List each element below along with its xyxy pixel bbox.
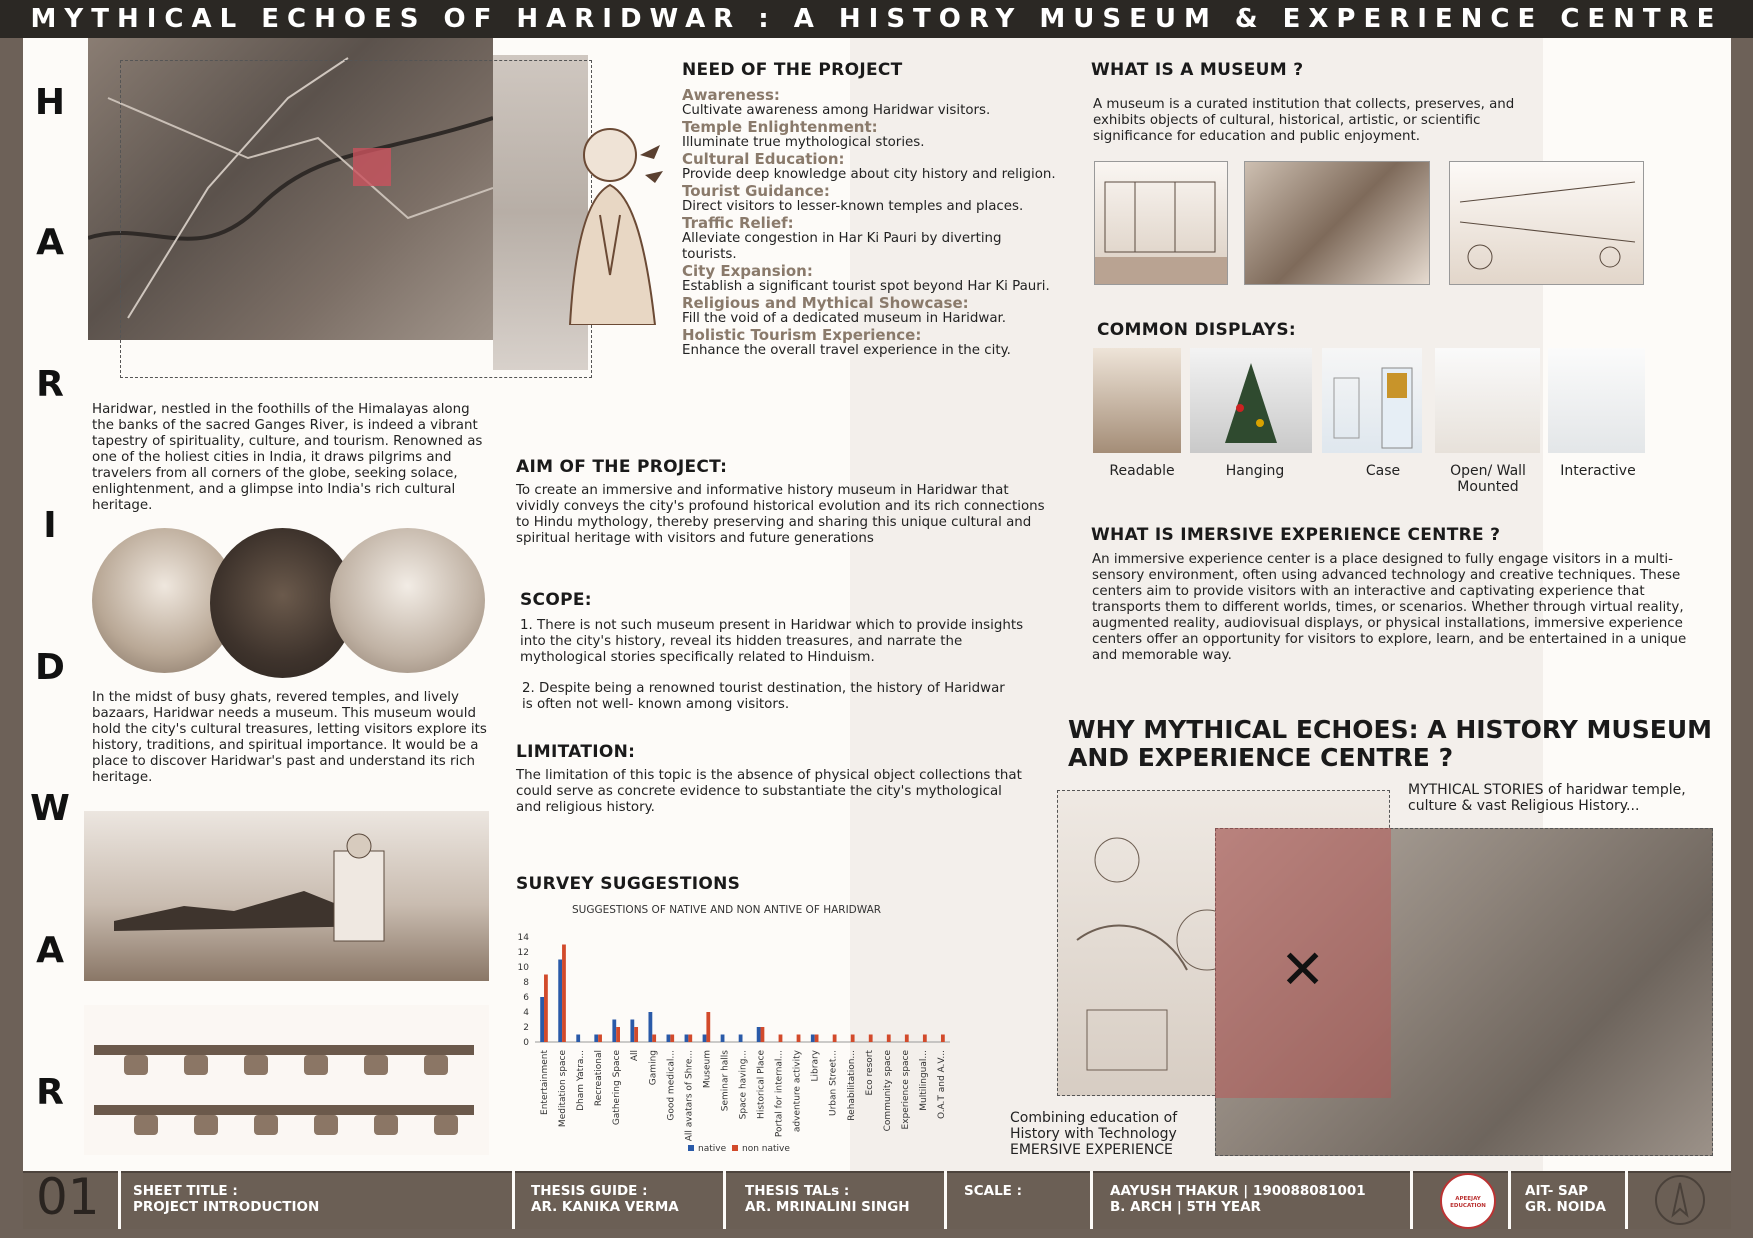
vertical-letter: A — [36, 930, 64, 971]
chart-bar-non-native — [815, 1035, 819, 1043]
display-label-hanging: Hanging — [1225, 463, 1285, 479]
chart-bar-non-native — [652, 1035, 656, 1043]
vertical-letter: I — [43, 505, 57, 546]
need-item-text: Fill the void of a dedicated museum in Haridwar. — [682, 311, 1007, 326]
chart-bar-non-native — [761, 1027, 765, 1042]
museum-sketch-1 — [1094, 161, 1228, 285]
chart-x-tick-label: Dham Yatra... — [576, 1050, 587, 1111]
footer-divider — [1625, 1171, 1628, 1229]
chart-legend-swatch-non-native — [732, 1145, 738, 1151]
sage-illustration — [545, 115, 665, 325]
aim-text: To create an immersive and informative history museum in Haridwar that vividly conveys the city's profound historical evolution and its rich connections to Hindu mythology, thereby preserving and sharing this unique cultural and spiritual heritage with visitors and future generations — [516, 483, 1045, 546]
ghat-sketch-image — [84, 811, 489, 981]
chart-x-tick-label: Portal for internal... — [774, 1050, 785, 1138]
need-item-title: Awareness: — [682, 86, 780, 104]
footer-divider — [1508, 1171, 1511, 1229]
chart-bar-native — [703, 1035, 707, 1043]
chart-bar-native — [630, 1020, 634, 1043]
vertical-letter: R — [36, 1072, 64, 1113]
chart-x-tick-label: Rehabilitation... — [846, 1050, 857, 1121]
bridge-sketch-image — [84, 1005, 489, 1155]
need-item-title: Religious and Mythical Showcase: — [682, 294, 969, 312]
footer-college — [1525, 1171, 1606, 1229]
display-hanging-image — [1190, 348, 1312, 453]
chart-bar-non-native — [616, 1027, 620, 1042]
chart-x-tick-label: Library — [810, 1050, 821, 1082]
chart-bar-native — [648, 1012, 652, 1042]
college-logo-text: APEEJAY EDUCATION — [1450, 1196, 1486, 1209]
chart-bar-non-native — [851, 1035, 855, 1043]
student-name: AAYUSH THAKUR | 190088081001 — [1110, 1183, 1366, 1199]
chart-bar-non-native — [905, 1035, 909, 1043]
need-item-text: Alleviate congestion in Har Ki Pauri by diverting tourists. — [682, 231, 1002, 262]
chart-x-tick-label: O.A.T and A.V... — [936, 1050, 947, 1120]
display-interactive-image — [1548, 348, 1645, 453]
chart-x-tick-label: All — [630, 1050, 641, 1062]
chart-x-tick-label: Historical Place — [756, 1050, 767, 1119]
aim-heading: AIM OF THE PROJECT: — [516, 457, 728, 477]
vertical-letter: R — [36, 364, 64, 405]
chart-bar-non-native — [544, 975, 548, 1043]
limitation-text: The limitation of this topic is the absence of physical object collections that could serve as concrete evidence to substantiate the city's mythological and religious history. — [516, 768, 1022, 815]
cross-icon: ✕ — [1280, 938, 1326, 1001]
limitation-heading: LIMITATION: — [516, 742, 636, 762]
footer-divider — [1090, 1171, 1093, 1229]
chart-bar-non-native — [887, 1035, 891, 1043]
chart-bar-native — [739, 1035, 743, 1043]
college-name: AIT- SAP — [1525, 1183, 1589, 1199]
sheet-number: 01 — [36, 1168, 100, 1226]
footer-divider — [723, 1171, 726, 1229]
need-item-title: Traffic Relief: — [682, 214, 794, 232]
chart-bar-non-native — [688, 1035, 692, 1043]
chart-y-tick-label: 12 — [517, 948, 529, 958]
chart-bar-native — [594, 1035, 598, 1043]
chart-y-tick-label: 10 — [517, 963, 529, 973]
chart-bar-native — [576, 1035, 580, 1043]
sheet-title-value: PROJECT INTRODUCTION — [133, 1199, 320, 1215]
need-list — [682, 87, 1057, 359]
tal-label: THESIS TALs : — [745, 1183, 850, 1199]
scope-heading: SCOPE: — [520, 590, 592, 610]
display-label-readable: Readable — [1109, 463, 1175, 479]
chart-x-tick-label: Urban Street... — [828, 1050, 839, 1117]
immersive-text: An immersive experience center is a place designed to fully engage visitors in a multi-sensory environment, often using advanced technology and creative techniques. These centers aim to provide visitors with an interactive and captivating experience that transports them to different worlds, times, or scenarios. Whether through virtual reality, augmented reality, audiovisual displays, or physical installations, immersive experience centers offer an opportunity for visitors to explore, learn, and be entertained in a unique and memorable way. — [1092, 552, 1687, 663]
museum-sketch-3 — [1449, 161, 1644, 285]
why-heading: WHY MYTHICAL ECHOES: A HISTORY MUSEUM AND EXPERIENCE CENTRE ? — [1068, 715, 1712, 772]
footer-divider — [512, 1171, 515, 1229]
footer-student — [1110, 1171, 1366, 1229]
chart-y-tick-label: 4 — [523, 1008, 529, 1018]
chart-x-tick-label: Museum — [702, 1050, 713, 1089]
intro-paragraph-2: In the midst of busy ghats, revered temples, and lively bazaars, Haridwar needs a museum. This museum would hold the city's cultural treasures, letting visitors explore its history, traditions, and spiritual importance. It would be a place to discover Haridwar's past and understand its rich heritage. — [92, 690, 487, 785]
why-caption-bottom: Combining education of History with Technology EMERSIVE EXPERIENCE — [1010, 1110, 1178, 1158]
chart-bar-native — [721, 1035, 725, 1043]
chart-bar-native — [612, 1020, 616, 1043]
need-item-text: Enhance the overall travel experience in the city. — [682, 343, 1011, 358]
footer-divider — [1410, 1171, 1413, 1229]
display-label-interactive: Interactive — [1560, 463, 1636, 479]
chart-bar-native — [540, 997, 544, 1042]
need-item-title: Holistic Tourism Experience: — [682, 326, 922, 344]
museum-sketch-2 — [1244, 161, 1430, 285]
chart-bar-non-native — [941, 1035, 945, 1043]
footer-divider — [118, 1171, 121, 1229]
chart-legend-label: non native — [742, 1144, 790, 1154]
chart-legend-swatch-native — [688, 1145, 694, 1151]
chart-x-tick-label: Community space — [882, 1050, 893, 1132]
chart-bar-native — [757, 1027, 761, 1042]
need-item-text: Provide deep knowledge about city history and religion. — [682, 167, 1056, 182]
need-item-title: Cultural Education: — [682, 150, 845, 168]
chart-bar-non-native — [869, 1035, 873, 1043]
guide-label: THESIS GUIDE : — [531, 1183, 648, 1199]
need-item-title: Tourist Guidance: — [682, 182, 830, 200]
need-item-text: Direct visitors to lesser-known temples and places. — [682, 199, 1024, 214]
survey-heading: SURVEY SUGGESTIONS — [516, 874, 741, 894]
chart-x-tick-label: Meditation space — [558, 1050, 569, 1128]
tal-value: AR. MRINALINI SINGH — [745, 1199, 910, 1215]
why-caption-top: MYTHICAL STORIES of haridwar temple, culture & vast Religious History... — [1408, 782, 1686, 814]
need-item-text: Illuminate true mythological stories. — [682, 135, 925, 150]
chart-bar-non-native — [923, 1035, 927, 1043]
chart-y-tick-label: 6 — [523, 993, 529, 1003]
chart-x-tick-label: Seminar halls — [720, 1050, 731, 1112]
chart-x-tick-label: Space having... — [738, 1050, 749, 1120]
immersive-heading: WHAT IS IMERSIVE EXPERIENCE CENTRE ? — [1091, 525, 1501, 545]
chart-x-tick-label: Eco resort — [864, 1050, 875, 1096]
student-course: B. ARCH | 5TH YEAR — [1110, 1199, 1261, 1215]
museum-text: A museum is a curated institution that collects, preserves, and exhibits objects of cultural, historical, artistic, or scientific significance for education and public enjoyment. — [1093, 97, 1515, 144]
chart-x-tick-label: adventure activity — [792, 1050, 803, 1133]
chart-x-tick-label: Experience space — [900, 1050, 911, 1130]
chart-bar-native — [685, 1035, 689, 1043]
need-heading: NEED OF THE PROJECT — [682, 60, 903, 80]
north-arrow-icon — [1655, 1175, 1705, 1225]
sheet-title-label: SHEET TITLE : — [133, 1183, 238, 1199]
footer-divider — [944, 1171, 947, 1229]
chart-title: SUGGESTIONS OF NATIVE AND NON ANTIVE OF HARIDWAR — [572, 904, 882, 916]
need-item-title: Temple Enlightenment: — [682, 118, 878, 136]
college-city: GR. NOIDA — [1525, 1199, 1607, 1215]
scope-item-2: 2. Despite being a renowned tourist destination, the history of Haridwar is often not well- known among visitors. — [522, 681, 1005, 712]
display-label-wall: Open/ Wall Mounted — [1450, 463, 1526, 495]
chart-bar-native — [667, 1035, 671, 1043]
chart-x-tick-label: All avatars of Shre... — [684, 1050, 695, 1142]
chart-bar-non-native — [833, 1035, 837, 1043]
chart-y-tick-label: 14 — [517, 933, 529, 943]
sheet-title-bar: MYTHICAL ECHOES OF HARIDWAR : A HISTORY MUSEUM & EXPERIENCE CENTRE — [0, 0, 1753, 38]
chart-x-tick-label: Entertainment — [540, 1050, 551, 1115]
chart-bar-non-native — [706, 1012, 710, 1042]
display-case-image — [1322, 348, 1422, 453]
chart-bar-non-native — [779, 1035, 783, 1043]
chart-legend-label: native — [698, 1144, 727, 1154]
chart-x-tick-label: Gathering Space — [612, 1050, 623, 1126]
chart-bar-non-native — [670, 1035, 674, 1043]
vertical-letter: A — [36, 222, 64, 263]
footer-guide — [531, 1171, 679, 1229]
need-item-title: City Expansion: — [682, 262, 813, 280]
chart-y-tick-label: 2 — [523, 1023, 529, 1033]
chart-bar-non-native — [797, 1035, 801, 1043]
chart-x-tick-label: Multilingual... — [918, 1050, 929, 1111]
vertical-letter: W — [30, 788, 70, 829]
footer-tals — [745, 1171, 910, 1229]
displays-heading: COMMON DISPLAYS: — [1097, 320, 1297, 340]
scale-label: SCALE : — [964, 1183, 1023, 1199]
footer-scale — [964, 1171, 1022, 1229]
scope-item-1: 1. There is not such museum present in Haridwar which to provide insights into the city's history, reveal its hidden treasures, and narrate the mythological stories specifically related to Hinduism. — [520, 618, 1024, 665]
display-label-case: Case — [1365, 463, 1401, 479]
display-readable-image — [1093, 348, 1181, 453]
footer-sheet-title — [133, 1171, 319, 1229]
vertical-letter: H — [34, 82, 66, 123]
intro-paragraph-1: Haridwar, nestled in the foothills of the Himalayas along the banks of the sacred Ganges River, is indeed a vibrant tapestry of spirituality, culture, and tourism. Renowned as one of the holiest cities in India, it draws pilgrims and travelers from all corners of the globe, seeking solace, enlightenment, and a glimpse into India's rich cultural heritage. — [92, 402, 483, 513]
chart-bar-non-native — [634, 1027, 638, 1042]
chart-x-tick-label: Recreational — [594, 1050, 605, 1107]
chart-bar-non-native — [598, 1035, 602, 1043]
chart-bar-native — [558, 960, 562, 1043]
chart-y-tick-label: 0 — [523, 1038, 529, 1048]
survey-bar-chart — [510, 925, 960, 1160]
vertical-letter: D — [35, 647, 65, 688]
chart-bar-non-native — [562, 945, 566, 1043]
need-item-text: Cultivate awareness among Haridwar visitors. — [682, 103, 991, 118]
collage-dashed-frame — [120, 60, 592, 378]
chart-x-tick-label: Good medical... — [666, 1050, 677, 1121]
need-item-text: Establish a significant tourist spot beyond Har Ki Pauri. — [682, 279, 1050, 294]
clocktower-circle-photo — [330, 528, 485, 673]
chart-bar-native — [811, 1035, 815, 1043]
chart-y-tick-label: 8 — [523, 978, 529, 988]
college-logo — [1440, 1173, 1496, 1229]
museum-heading: WHAT IS A MUSEUM ? — [1091, 60, 1304, 80]
chart-x-tick-label: Gaming — [648, 1050, 659, 1086]
guide-value: AR. KANIKA VERMA — [531, 1199, 679, 1215]
display-wall-image — [1435, 348, 1540, 453]
